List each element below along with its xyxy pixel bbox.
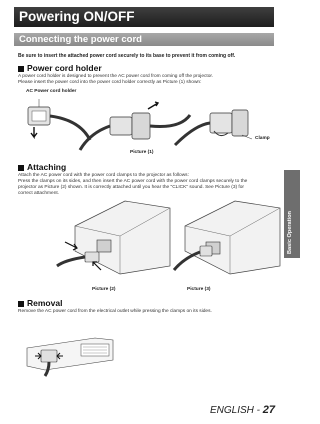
footer-language: ENGLISH - [210,405,263,416]
square-bullet-icon [18,66,24,72]
side-tab [284,170,300,258]
removal-heading: Removal [18,298,62,308]
plug-illustration-3 [175,110,252,145]
picture-3-caption: Picture (3) [187,287,211,292]
plug-illustration-2 [80,102,190,150]
square-bullet-icon [18,301,24,307]
page-footer [210,404,275,416]
picture-3-illustration [170,196,280,276]
clamp-label: Clamp [255,136,270,141]
square-bullet-icon [18,165,24,171]
attaching-text-3: projector as Picture (2) shown. It is correctly attached until you hear the "CLICK" sound. See Picture (3) for [18,185,245,190]
picture-2-caption: Picture (2) [92,287,116,292]
attaching-heading: Attaching [18,162,66,172]
side-tab-label: Basic Operation [287,211,293,254]
removal-illustration [25,330,115,376]
removal-text-1: Remove the AC power cord from the electrical outlet while pressing the clamps on its sides. [18,309,212,314]
page-title: Powering ON/OFF [14,7,274,27]
attaching-text-1: Attach the AC power cord with the power cord clamps to the projector as follows: [18,173,189,178]
picture-2-illustration [55,196,170,276]
plug-illustration-1 [28,99,90,140]
section-title: Connecting the power cord [14,33,274,46]
holder-heading: Power cord holder [18,63,102,73]
page-number: 27 [262,404,276,416]
picture-1-caption: Picture (1) [130,150,154,155]
holder-text-2: Please insert the power cord into the power cord holder correctly as Picture (1) shown: [18,80,202,85]
holder-label: AC Power cord holder [26,89,77,94]
attaching-text-2: Press the clamps on its sides, and then insert the AC power cord with the power cord clamps securely to the [18,179,248,184]
attaching-text-4: correct attachment. [18,191,60,196]
intro-note: Be sure to insert the attached power cord securely to its base to prevent it from coming off. [18,53,236,59]
holder-text-1: A power cord holder is designed to prevent the AC power cord from coming off the projector. [18,74,214,79]
picture-1-illustration [20,95,270,155]
